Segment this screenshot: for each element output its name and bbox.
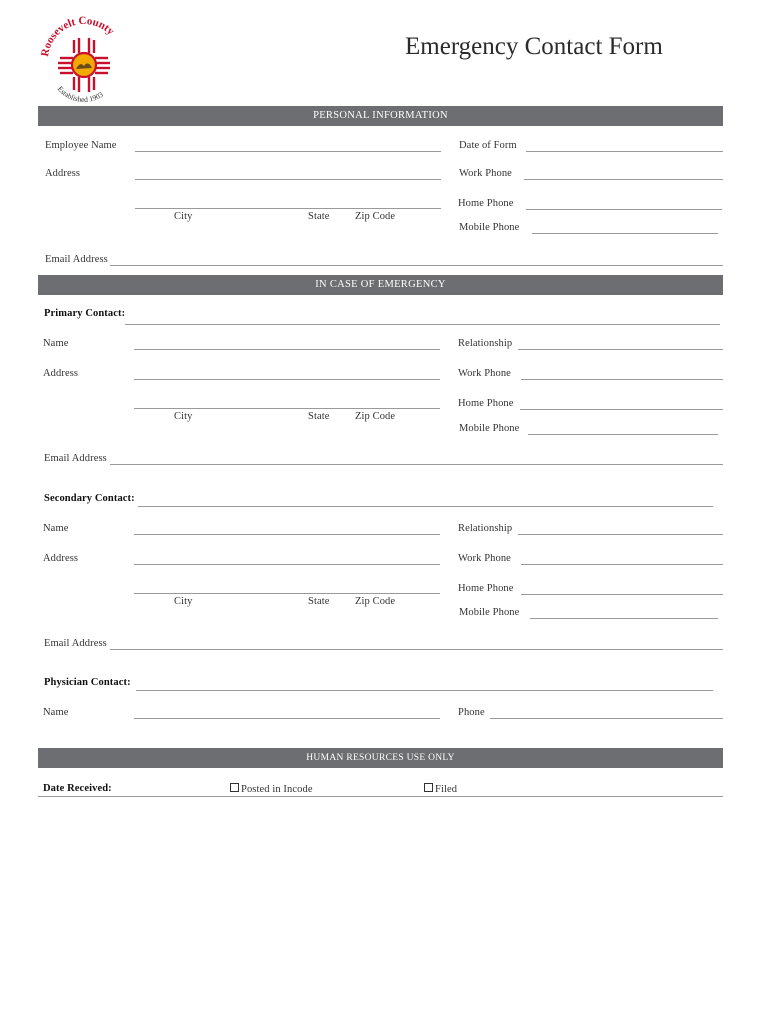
posted-in-incode-label: Posted in Incode [241,784,313,795]
secondary-home-phone-label: Home Phone [458,583,514,594]
home-phone-label: Home Phone [458,198,514,209]
date-of-form-field[interactable] [526,151,723,152]
mobile-phone-field[interactable] [532,233,718,234]
physician-name-field[interactable] [134,718,440,719]
employee-name-label: Employee Name [45,140,117,151]
primary-address-label: Address [43,368,79,379]
primary-home-phone-field[interactable] [520,409,723,410]
logo-arc-bottom-text: Established 1903 [55,84,105,105]
posted-in-incode-option[interactable] [230,783,313,795]
secondary-city-label: City [174,596,193,607]
personal-info-header: PERSONAL INFORMATION [38,106,723,126]
work-phone-field[interactable] [524,179,723,180]
state-label: State [308,211,330,222]
svg-text:Established 1903 [56,84,105,104]
primary-email-field[interactable] [110,464,723,465]
primary-work-phone-label: Work Phone [458,368,511,379]
address-field-1[interactable] [135,179,441,180]
secondary-name-label: Name [43,523,69,534]
primary-contact-heading-rule [125,324,720,325]
physician-phone-label: Phone [458,707,485,718]
secondary-mobile-phone-label: Mobile Phone [459,607,520,618]
filed-checkbox[interactable] [424,783,433,792]
primary-zip-code-label: Zip Code [355,411,396,422]
secondary-address-field-2[interactable] [134,593,440,594]
physician-contact-heading: Physician Contact: [44,677,131,688]
primary-state-label: State [308,411,330,422]
address-field-2[interactable] [135,208,441,209]
email-field[interactable] [110,265,723,266]
address-label: Address [45,168,81,179]
work-phone-label: Work Phone [459,168,512,179]
secondary-work-phone-field[interactable] [521,564,723,565]
primary-name-field[interactable] [134,349,440,350]
physician-name-label: Name [43,707,69,718]
mobile-phone-label: Mobile Phone [459,222,520,233]
physician-contact-heading-rule [136,690,713,691]
county-seal-logo [38,14,130,106]
secondary-email-field[interactable] [110,649,723,650]
secondary-address-field-1[interactable] [134,564,440,565]
primary-mobile-phone-label: Mobile Phone [459,423,520,434]
city-label: City [174,211,193,222]
primary-work-phone-field[interactable] [521,379,723,380]
email-label: Email Address [45,254,108,265]
hr-row-rule [38,796,723,797]
primary-address-field-2[interactable] [134,408,440,409]
secondary-relationship-label: Relationship [458,523,513,534]
posted-checkbox[interactable] [230,783,239,792]
secondary-zip-code-label: Zip Code [355,596,396,607]
emergency-header: IN CASE OF EMERGENCY [38,275,723,295]
primary-mobile-phone-field[interactable] [528,434,718,435]
secondary-name-field[interactable] [134,534,440,535]
date-received-label: Date Received: [43,783,112,794]
filed-label: Filed [435,784,458,795]
date-of-form-label: Date of Form [459,140,517,151]
hr-use-only-header: HUMAN RESOURCES USE ONLY [38,748,723,768]
primary-relationship-label: Relationship [458,338,513,349]
secondary-home-phone-field[interactable] [521,594,723,595]
physician-phone-field[interactable] [490,718,723,719]
zip-code-label: Zip Code [355,211,396,222]
secondary-work-phone-label: Work Phone [458,553,511,564]
secondary-state-label: State [308,596,330,607]
logo-arc-top-text: Roosevelt County [39,14,117,58]
secondary-mobile-phone-field[interactable] [530,618,718,619]
secondary-email-label: Email Address [44,638,107,649]
secondary-contact-heading-rule [138,506,713,507]
form-title: Emergency Contact Form [405,33,663,60]
employee-name-field[interactable] [135,151,441,152]
primary-city-label: City [174,411,193,422]
filed-option[interactable] [424,783,457,795]
primary-contact-heading: Primary Contact: [44,308,126,319]
home-phone-field[interactable] [526,209,722,210]
primary-relationship-field[interactable] [518,349,723,350]
primary-email-label: Email Address [44,453,107,464]
primary-name-label: Name [43,338,69,349]
primary-address-field-1[interactable] [134,379,440,380]
primary-home-phone-label: Home Phone [458,398,514,409]
secondary-contact-heading: Secondary Contact: [44,493,135,504]
secondary-address-label: Address [43,553,79,564]
secondary-relationship-field[interactable] [518,534,723,535]
